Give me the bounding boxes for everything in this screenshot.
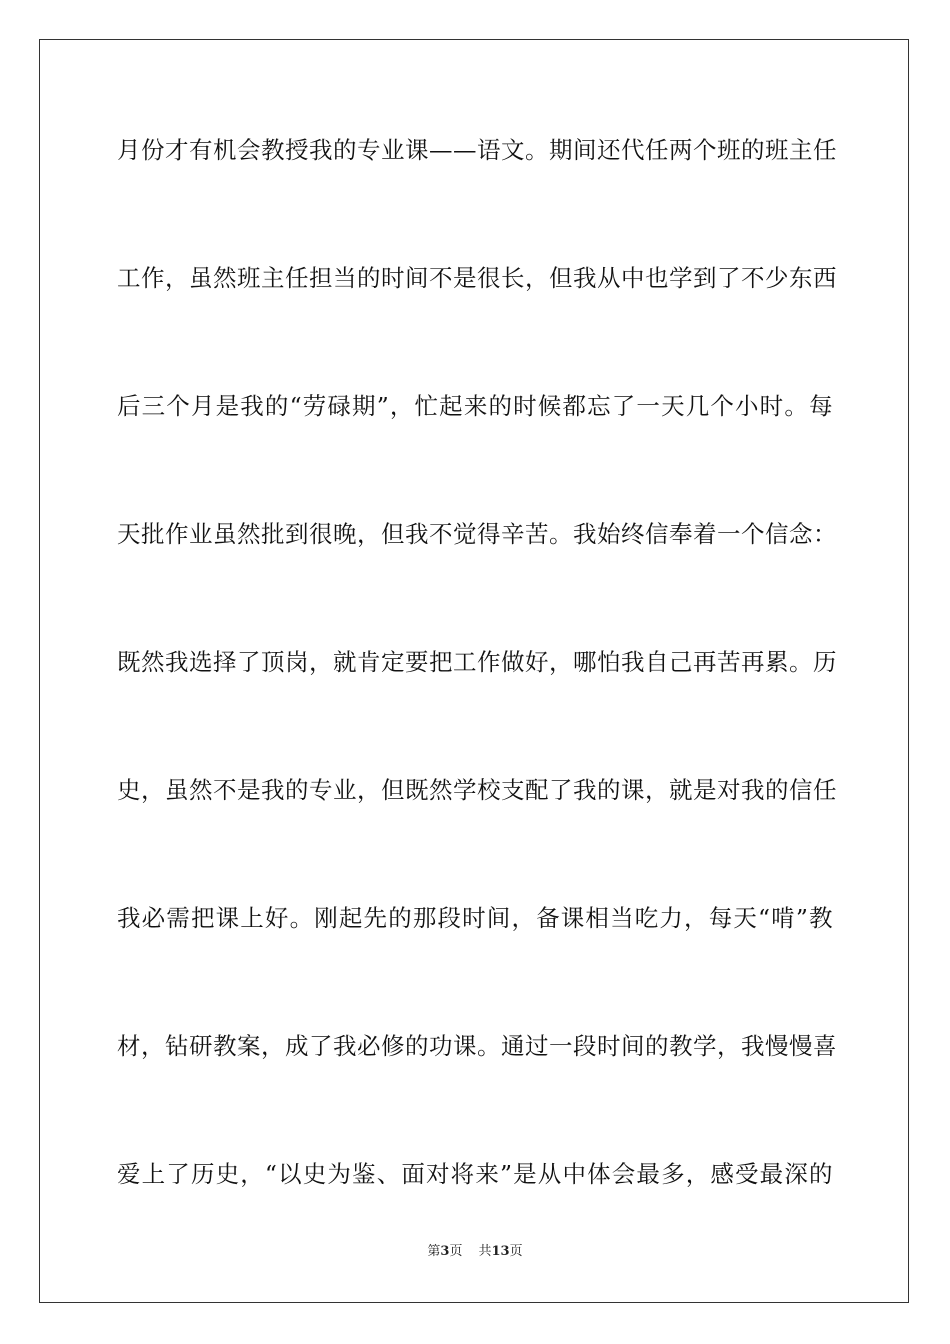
text-line-9: 爱上了历史，“以史为鉴、面对将来”是从中体会最多，感受最深的 <box>117 1160 833 1188</box>
page-prefix: 第 <box>427 1244 441 1259</box>
text-line-7: 我必需把课上好。刚起先的那段时间，备课相当吃力，每天“啃”教 <box>117 904 833 932</box>
text-line-2: 工作，虽然班主任担当的时间不是很长，但我从中也学到了不少东西 <box>117 264 837 292</box>
page-footer <box>0 1240 950 1259</box>
document-body <box>117 118 837 1206</box>
text-line-8: 材，钻研教案，成了我必修的功课。通过一段时间的教学，我慢慢喜 <box>117 1032 837 1060</box>
total-pages: 13 <box>491 1244 510 1259</box>
page-suffix: 页 <box>449 1244 463 1259</box>
total-prefix: 共 <box>478 1244 492 1259</box>
total-suffix: 页 <box>509 1244 523 1259</box>
text-line-4: 天批作业虽然批到很晚，但我不觉得辛苦。我始终信奉着一个信念： <box>117 520 837 548</box>
text-line-3: 后三个月是我的“劳碌期”，忙起来的时候都忘了一天几个小时。每 <box>117 392 833 420</box>
text-line-6: 史，虽然不是我的专业，但既然学校支配了我的课，就是对我的信任 <box>117 776 837 804</box>
page-number: 3 <box>440 1244 450 1259</box>
text-line-5: 既然我选择了顶岗，就肯定要把工作做好，哪怕我自己再苦再累。历 <box>117 648 837 676</box>
text-line-1: 月份才有机会教授我的专业课——语文。期间还代任两个班的班主任 <box>117 136 837 164</box>
